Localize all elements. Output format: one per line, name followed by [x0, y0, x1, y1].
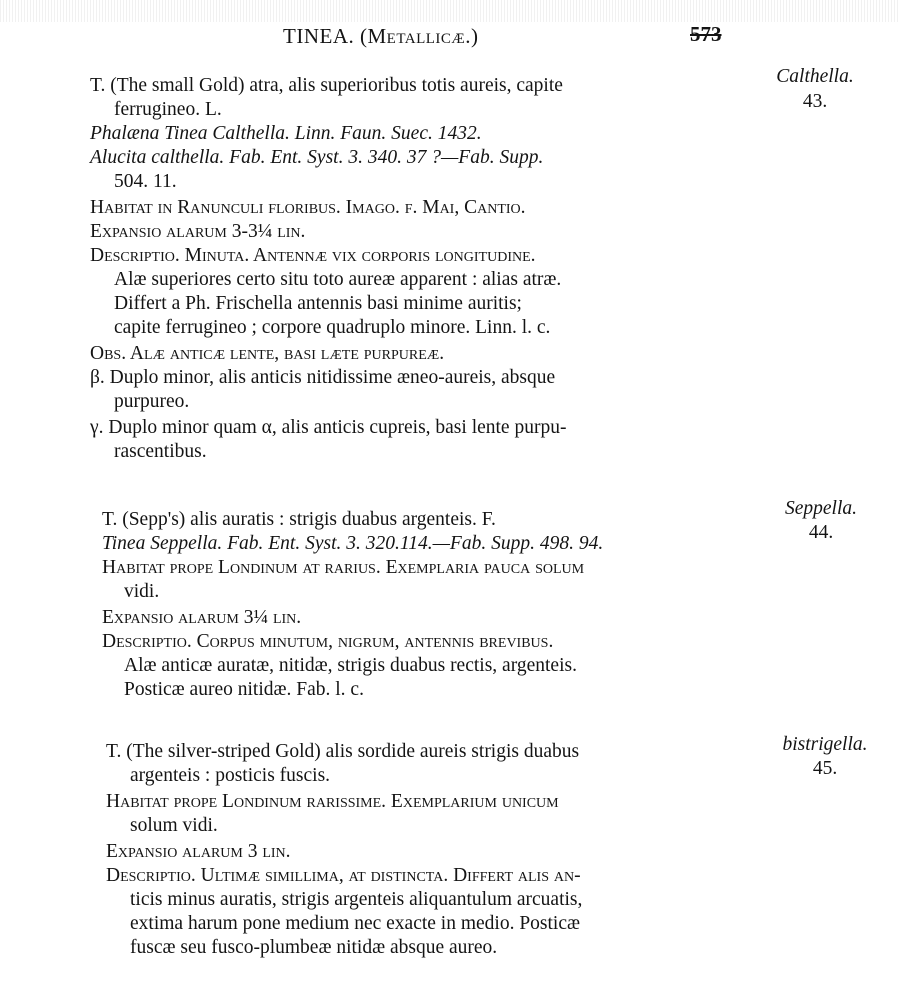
entry-line: Alucita calthella. Fab. Ent. Syst. 3. 340. 37 ?—Fab. Supp. [90, 147, 544, 168]
species-name: bistrigella. [782, 734, 868, 755]
entry-line: 504. 11. [114, 171, 177, 192]
entry-line: Expansio alarum 3-3¼ lin. [90, 221, 306, 242]
entry-line: Alæ anticæ auratæ, nitidæ, strigis duabus rectis, argenteis. [124, 655, 577, 676]
entry-line: rascentibus. [114, 441, 207, 462]
entry-line: T. (The silver-striped Gold) alis sordide aureis strigis duabus [106, 741, 580, 762]
entry-line: Descriptio. Corpus minutum, nigrum, antennis brevibus. [102, 631, 554, 652]
entry-line: T. (The small Gold) atra, alis superioribus totis aureis, capite [90, 75, 563, 96]
entry-line: extima harum pone medium nec exacte in medio. Posticæ [130, 913, 581, 934]
entry-line: Habitat prope Londinum rarissime. Exemplarium unicum [106, 791, 559, 812]
entry-line: Descriptio. Minuta. Antennæ vix corporis longitudine. [90, 245, 536, 266]
entry-line: Alæ superiores certo situ toto aureæ apparent : alias atræ. [114, 269, 562, 290]
entry-line: Habitat prope Londinum at rarius. Exemplaria pauca solum [102, 557, 585, 578]
entry-line: purpureo. [114, 391, 190, 412]
species-number: 44. [808, 522, 834, 543]
entry-line: Descriptio. Ultimæ simillima, at distincta. Differt alis an- [106, 865, 581, 886]
species-name: Calthella. [776, 66, 854, 87]
entry-line: ferrugineo. L. [114, 99, 222, 120]
entry-line: Posticæ aureo nitidæ. Fab. l. c. [124, 679, 364, 700]
entry-line: Expansio alarum 3 lin. [106, 841, 291, 862]
entry-line: T. (Sepp's) alis auratis : strigis duabus argenteis. F. [102, 509, 496, 530]
species-number: 45. [812, 758, 838, 779]
entry-line: capite ferrugineo ; corpore quadruplo minore. Linn. l. c. [114, 317, 551, 338]
entry-line: solum vidi. [130, 815, 218, 836]
entry-line: β. Duplo minor, alis anticis nitidissime æneo-aureis, absque [90, 367, 556, 388]
page-header [0, 24, 900, 54]
running-head-main: TINEA. [283, 24, 355, 48]
entry-line: fuscæ seu fusco-plumbeæ nitidæ absque aureo. [130, 937, 498, 958]
species-name: Seppella. [784, 498, 858, 519]
entry-line: vidi. [124, 581, 160, 602]
entry-line: argenteis : posticis fuscis. [130, 765, 331, 786]
entry-line: ticis minus auratis, strigis argenteis aliquantulum arcuatis, [130, 889, 583, 910]
species-number: 43. [802, 91, 828, 112]
running-head-sub: (Metallicæ.) [359, 24, 479, 48]
running-head [283, 24, 479, 49]
entry-line: Obs. Alæ anticæ lente, basi læte purpureæ. [90, 343, 445, 364]
entry-line: γ. Duplo minor quam α, alis anticis cupreis, basi lente purpu- [90, 417, 567, 438]
entry-line: Habitat in Ranunculi floribus. Imago. f. Mai, Cantio. [90, 197, 526, 218]
entry-line: Phalæna Tinea Calthella. Linn. Faun. Suec. 1432. [90, 123, 482, 144]
entry-line: Differt a Ph. Frischella antennis basi minime auritis; [114, 293, 522, 314]
entry-line: Tinea Seppella. Fab. Ent. Syst. 3. 320.114.—Fab. Supp. 498. 94. [102, 533, 604, 554]
page-number: 573 [690, 22, 722, 46]
entry-line: Expansio alarum 3¼ lin. [102, 607, 302, 628]
